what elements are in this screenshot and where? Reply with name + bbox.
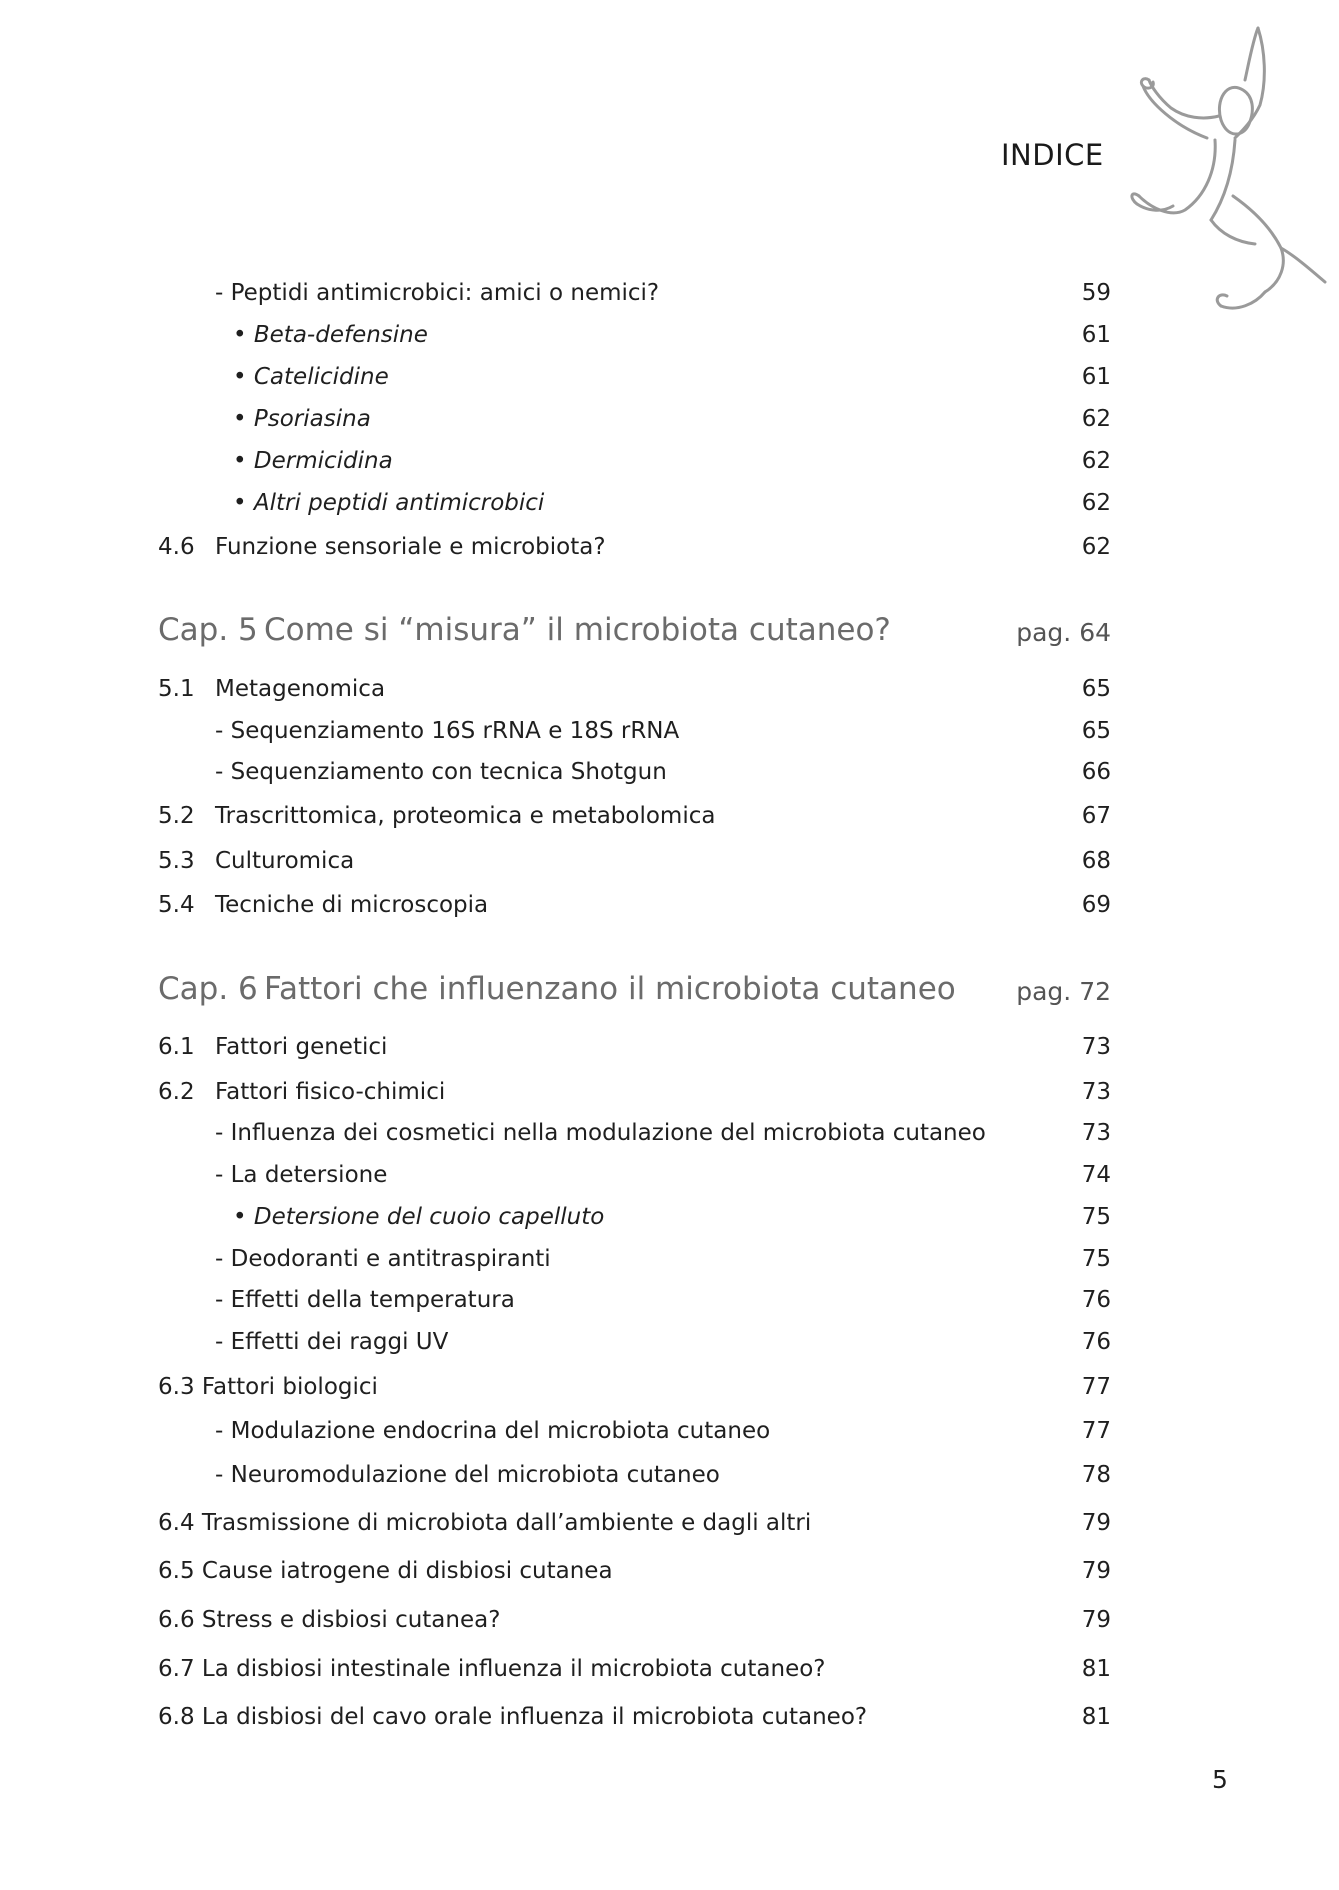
toc-entry-page: 61 — [1081, 322, 1111, 348]
toc-entry-page: 65 — [1081, 676, 1111, 702]
toc-entry — [158, 322, 1111, 356]
toc-entry-page: 81 — [1081, 1704, 1111, 1730]
toc-entry-label: • Catelicidine — [233, 364, 389, 390]
toc-entry-label: Fattori genetici — [215, 1034, 388, 1060]
toc-entry-page: 81 — [1081, 1656, 1111, 1682]
page-value: 72 — [1079, 977, 1111, 1006]
toc-entry-label: 6.8 La disbiosi del cavo orale influenza il microbiota cutaneo? — [158, 1704, 868, 1730]
toc-entry-label: - Deodoranti e antitraspiranti — [215, 1246, 551, 1272]
toc-entry-number: 5.2 — [158, 803, 195, 829]
toc-entry — [158, 718, 1111, 752]
toc-entry — [158, 280, 1111, 314]
toc-entry-page: 79 — [1081, 1558, 1111, 1584]
toc-entry — [158, 406, 1111, 440]
toc-entry-label: 6.3 Fattori biologici — [158, 1374, 378, 1400]
chapter-6-heading — [158, 971, 1111, 1013]
toc-entry — [158, 848, 1111, 882]
toc-entry-label: Funzione sensoriale e microbiota? — [215, 534, 606, 560]
toc-entry-page: 62 — [1081, 490, 1111, 516]
toc-entry — [158, 1418, 1111, 1452]
toc-entry — [158, 1204, 1111, 1238]
toc-entry-page: 73 — [1081, 1079, 1111, 1105]
toc-entry — [158, 534, 1111, 568]
toc-entry-page: 68 — [1081, 848, 1111, 874]
toc-entry-label: - Effetti della temperatura — [215, 1287, 515, 1313]
toc-entry-label: Tecniche di microscopia — [215, 892, 489, 918]
toc-entry-page: 66 — [1081, 759, 1111, 785]
toc-entry-page: 59 — [1081, 280, 1111, 306]
toc-entry — [158, 364, 1111, 398]
toc-entry-page: 78 — [1081, 1462, 1111, 1488]
toc-entry — [158, 1034, 1111, 1068]
toc-entry-page: 74 — [1081, 1162, 1111, 1188]
chapter-page — [1016, 618, 1111, 647]
toc-entry-label: - Peptidi antimicrobici: amici o nemici? — [215, 280, 660, 306]
toc-entry-page: 76 — [1081, 1329, 1111, 1355]
page-title: INDICE — [1001, 138, 1104, 172]
toc-entry — [158, 1558, 1111, 1592]
toc-entry — [158, 676, 1111, 710]
toc-entry-label: 6.5 Cause iatrogene di disbiosi cutanea — [158, 1558, 613, 1584]
toc-entry-label: - Sequenziamento 16S rRNA e 18S rRNA — [215, 718, 680, 744]
toc-entry — [158, 759, 1111, 793]
toc-entry — [158, 1462, 1111, 1496]
toc-entry-page: 75 — [1081, 1204, 1111, 1230]
toc-entry-label: • Beta-defensine — [233, 322, 428, 348]
toc-entry-label: • Altri peptidi antimicrobici — [233, 490, 545, 516]
page-value: 64 — [1079, 618, 1111, 647]
chapter-5-heading — [158, 612, 1111, 654]
toc-entry-label: 6.6 Stress e disbiosi cutanea? — [158, 1607, 501, 1633]
toc-entry-page: 79 — [1081, 1510, 1111, 1536]
toc-entry-page: 67 — [1081, 803, 1111, 829]
toc-entry-label: • Psoriasina — [233, 406, 371, 432]
toc-entry-label: Fattori fisico-chimici — [215, 1079, 446, 1105]
toc-entry-label: - La detersione — [215, 1162, 388, 1188]
toc-entry — [158, 1079, 1111, 1113]
toc-entry — [158, 1246, 1111, 1280]
toc-entry — [158, 1329, 1111, 1363]
toc-entry-page: 77 — [1081, 1418, 1111, 1444]
toc-entry-page: 76 — [1081, 1287, 1111, 1313]
toc-entry — [158, 448, 1111, 482]
toc-entry-page: 65 — [1081, 718, 1111, 744]
toc-entry-page: 75 — [1081, 1246, 1111, 1272]
page-prefix: pag. — [1016, 977, 1072, 1006]
toc-entry — [158, 1704, 1111, 1738]
toc-entry-label: - Influenza dei cosmetici nella modulazione del microbiota cutaneo — [215, 1120, 986, 1146]
dancer-line-illustration — [1115, 20, 1339, 320]
toc-entry-label: 6.7 La disbiosi intestinale influenza il microbiota cutaneo? — [158, 1656, 826, 1682]
toc-entry-label: Culturomica — [215, 848, 355, 874]
toc-entry-number: 5.4 — [158, 892, 195, 918]
toc-entry-label: Trascrittomica, proteomica e metabolomica — [215, 803, 716, 829]
chapter-page — [1016, 977, 1111, 1006]
toc-entry-label: - Effetti dei raggi UV — [215, 1329, 449, 1355]
toc-entry-page: 77 — [1081, 1374, 1111, 1400]
toc-entry — [158, 803, 1111, 837]
toc-entry-page: 62 — [1081, 406, 1111, 432]
toc-entry-label: • Dermicidina — [233, 448, 393, 474]
toc-entry — [158, 1287, 1111, 1321]
toc-entry-label: - Modulazione endocrina del microbiota cutaneo — [215, 1418, 771, 1444]
toc-entry — [158, 1656, 1111, 1690]
chapter-title: Come si “misura” il microbiota cutaneo? — [264, 612, 891, 648]
page-prefix: pag. — [1016, 618, 1072, 647]
toc-entry — [158, 1162, 1111, 1196]
toc-entry-label: - Neuromodulazione del microbiota cutaneo — [215, 1462, 720, 1488]
toc-entry-page: 73 — [1081, 1120, 1111, 1146]
toc-entry-label: 6.4 Trasmissione di microbiota dall’ambiente e dagli altri — [158, 1510, 812, 1536]
toc-entry — [158, 1510, 1111, 1544]
chapter-title: Fattori che influenzano il microbiota cutaneo — [264, 971, 956, 1007]
toc-entry-label: • Detersione del cuoio capelluto — [233, 1204, 605, 1230]
toc-entry-page: 62 — [1081, 448, 1111, 474]
toc-entry — [158, 1120, 1111, 1154]
chapter-number: Cap. 5 — [158, 612, 258, 648]
page-number: 5 — [1212, 1765, 1228, 1794]
toc-entry — [158, 490, 1111, 524]
toc-entry-page: 73 — [1081, 1034, 1111, 1060]
toc-entry-number: 4.6 — [158, 534, 195, 560]
toc-entry-label: Metagenomica — [215, 676, 386, 702]
toc-entry-number: 5.3 — [158, 848, 195, 874]
toc-entry-page: 62 — [1081, 534, 1111, 560]
toc-entry-number: 5.1 — [158, 676, 195, 702]
toc-entry — [158, 892, 1111, 926]
toc-entry-page: 61 — [1081, 364, 1111, 390]
toc-entry — [158, 1374, 1111, 1408]
toc-entry — [158, 1607, 1111, 1641]
toc-entry-number: 6.2 — [158, 1079, 195, 1105]
chapter-number: Cap. 6 — [158, 971, 258, 1007]
toc-entry-label: - Sequenziamento con tecnica Shotgun — [215, 759, 667, 785]
toc-entry-page: 69 — [1081, 892, 1111, 918]
toc-entry-number: 6.1 — [158, 1034, 195, 1060]
toc-entry-page: 79 — [1081, 1607, 1111, 1633]
